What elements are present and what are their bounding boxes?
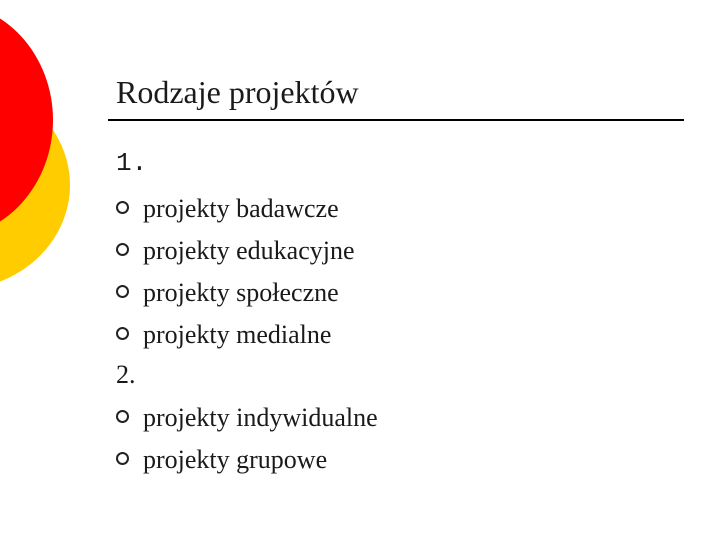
title-underline [108,119,684,121]
circle-bullet-icon [116,327,129,340]
circle-bullet-icon [116,243,129,256]
slide-title: Rodzaje projektów [116,74,359,110]
circle-bullet-icon [116,410,129,423]
circle-bullet-icon [116,452,129,465]
list-item-text: projekty medialne [143,320,332,349]
group-2-number: 2. [116,360,136,389]
list-item-text: projekty edukacyjne [143,236,355,265]
group-1-number: 1. [116,148,148,178]
list-item-text: projekty indywidualne [143,403,378,432]
list-item-text: projekty społeczne [143,278,339,307]
circle-bullet-icon [116,201,129,214]
list-item-text: projekty badawcze [143,194,339,223]
circle-bullet-icon [116,285,129,298]
list-item-text: projekty grupowe [143,445,328,474]
